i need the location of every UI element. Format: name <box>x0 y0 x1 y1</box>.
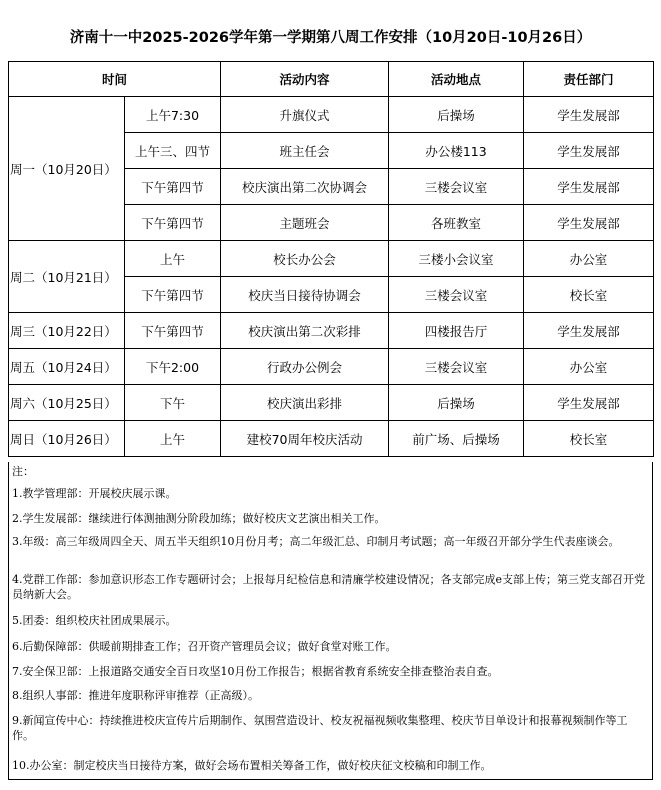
time-cell: 下午第四节 <box>125 277 221 313</box>
note-item: 8.组织人事部：推进年度职称评审推荐（正高级）。 <box>12 689 259 702</box>
table-header-row <box>9 62 654 97</box>
location-cell: 三楼会议室 <box>389 349 524 385</box>
dept-cell: 学生发展部 <box>524 133 654 169</box>
day-cell: 周三（10月22日） <box>9 313 125 349</box>
note-item: 4.党群工作部：参加意识形态工作专题研讨会；上报每月纪检信息和清廉学校建设情况；各支部完成e支部上传；第三党支部召开党员纳新大会。 <box>12 573 646 601</box>
dept-cell: 学生发展部 <box>524 97 654 133</box>
dept-cell: 学生发展部 <box>524 385 654 421</box>
location-cell: 前广场、后操场 <box>389 421 524 457</box>
table-row <box>9 421 654 457</box>
content-cell: 校长办公会 <box>221 241 389 277</box>
content-cell: 升旗仪式 <box>221 97 389 133</box>
time-cell: 下午第四节 <box>125 205 221 241</box>
location-cell: 后操场 <box>389 385 524 421</box>
day-cell: 周二（10月21日） <box>9 241 125 313</box>
location-cell: 后操场 <box>389 97 524 133</box>
content-cell: 校庆演出彩排 <box>221 385 389 421</box>
header-location: 活动地点 <box>389 62 524 97</box>
time-cell: 上午 <box>125 241 221 277</box>
header-dept: 责任部门 <box>524 62 654 97</box>
location-cell: 各班教室 <box>389 205 524 241</box>
time-cell: 下午第四节 <box>125 169 221 205</box>
day-cell: 周一（10月20日） <box>9 97 125 241</box>
content-cell: 校庆演出第二次彩排 <box>221 313 389 349</box>
time-cell: 上午7:30 <box>125 97 221 133</box>
content-cell: 班主任会 <box>221 133 389 169</box>
note-item: 7.安全保卫部：上报道路交通安全百日攻坚10月份工作报告；根据省教育系统安全排查整治表自查。 <box>12 665 499 678</box>
note-item: 5.团委：组织校庆社团成果展示。 <box>12 614 177 627</box>
dept-cell: 校长室 <box>524 421 654 457</box>
note-item: 1.教学管理部：开展校庆展示课。 <box>12 487 177 500</box>
notes-label: 注： <box>12 465 34 478</box>
header-content: 活动内容 <box>221 62 389 97</box>
dept-cell: 办公室 <box>524 349 654 385</box>
table-row <box>9 97 654 133</box>
note-item: 2.学生发展部：继续进行体测抽测分阶段加练；做好校庆文艺演出相关工作。 <box>12 512 386 525</box>
dept-cell: 校长室 <box>524 277 654 313</box>
day-cell: 周六（10月25日） <box>9 385 125 421</box>
content-cell: 主题班会 <box>221 205 389 241</box>
time-cell: 上午 <box>125 421 221 457</box>
notes-section <box>8 462 653 780</box>
note-item: 3.年级：高三年级周四全天、周五半天组织10月份月考；高二年级汇总、印制月考试题；高一年级召开部分学生代表座谈会。 <box>12 535 620 548</box>
location-cell: 四楼报告厅 <box>389 313 524 349</box>
content-cell: 校庆当日接待协调会 <box>221 277 389 313</box>
location-cell: 三楼会议室 <box>389 277 524 313</box>
table-row <box>9 241 654 277</box>
location-cell: 办公楼113 <box>389 133 524 169</box>
content-cell: 建校70周年校庆活动 <box>221 421 389 457</box>
day-cell: 周日（10月26日） <box>9 421 125 457</box>
page-title: 济南十一中2025-2026学年第一学期第八周工作安排（10月20日-10月26日） <box>69 30 592 46</box>
header-time: 时间 <box>9 62 221 97</box>
dept-cell: 办公室 <box>524 241 654 277</box>
time-cell: 下午 <box>125 385 221 421</box>
location-cell: 三楼小会议室 <box>389 241 524 277</box>
dept-cell: 学生发展部 <box>524 205 654 241</box>
time-cell: 下午2:00 <box>125 349 221 385</box>
location-cell: 三楼会议室 <box>389 169 524 205</box>
dept-cell: 学生发展部 <box>524 169 654 205</box>
content-cell: 校庆演出第二次协调会 <box>221 169 389 205</box>
table-row <box>9 349 654 385</box>
table-row <box>9 385 654 421</box>
note-item: 9.新闻宣传中心：持续推进校庆宣传片后期制作、氛围营造设计、校友祝福视频收集整理、校庆节目单设计和报幕视频制作等工作。 <box>12 714 628 742</box>
note-item: 10.办公室：制定校庆当日接待方案，做好会场布置相关筹备工作，做好校庆征文校稿和印制工作。 <box>12 759 492 772</box>
dept-cell: 学生发展部 <box>524 313 654 349</box>
time-cell: 上午三、四节 <box>125 133 221 169</box>
schedule-table <box>8 61 654 457</box>
table-row <box>9 313 654 349</box>
note-item: 6.后勤保障部：供暖前期排查工作；召开资产管理员会议；做好食堂对账工作。 <box>12 640 397 653</box>
day-cell: 周五（10月24日） <box>9 349 125 385</box>
time-cell: 下午第四节 <box>125 313 221 349</box>
content-cell: 行政办公例会 <box>221 349 389 385</box>
